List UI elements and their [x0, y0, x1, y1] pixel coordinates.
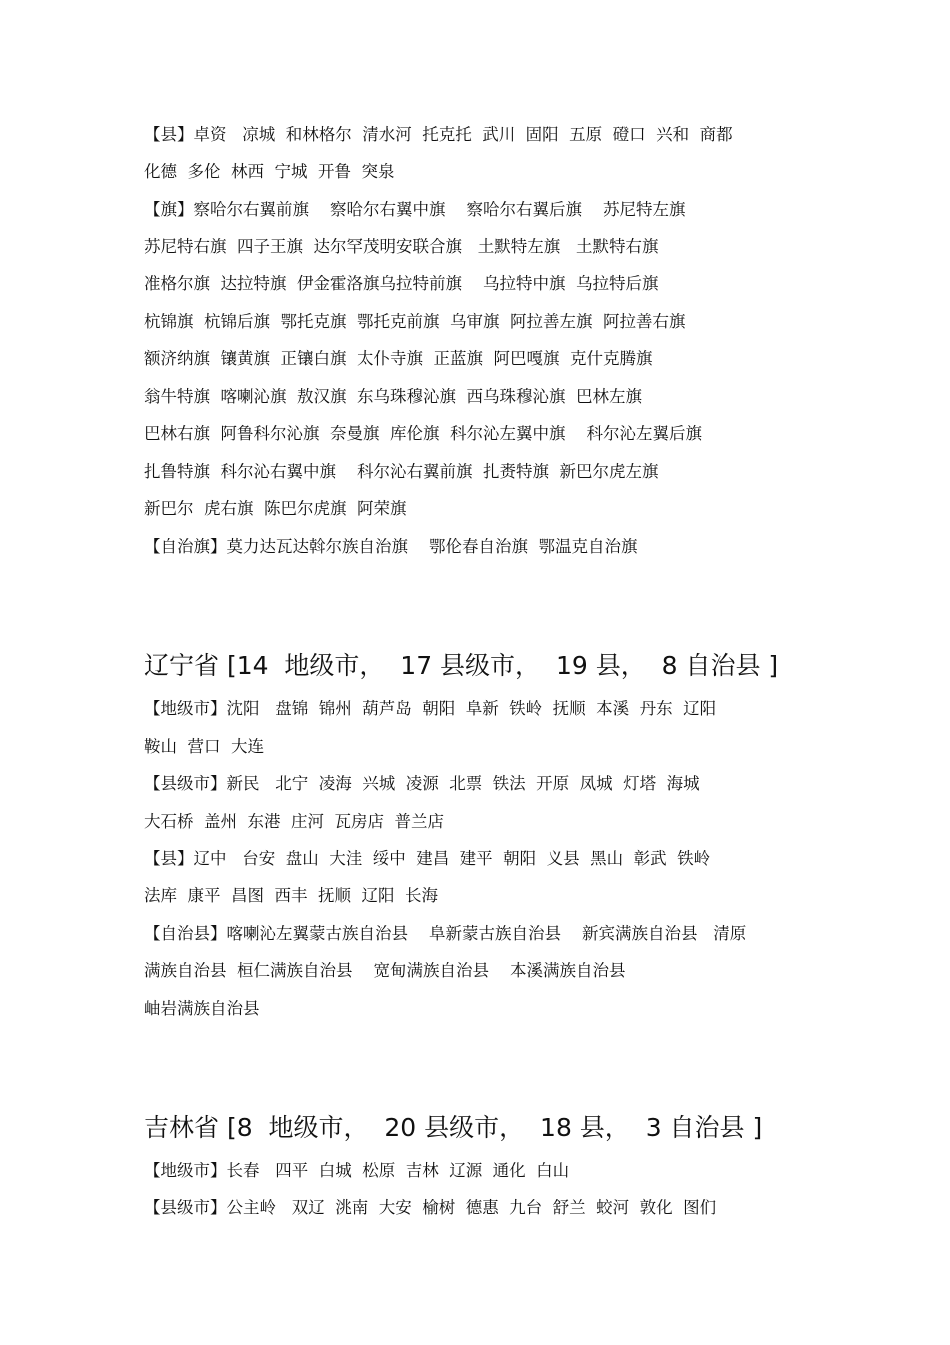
- text-line: 杭锦旗 杭锦后旗 鄂托克旗 鄂托克前旗 乌审旗 阿拉善左旗 阿拉善右旗: [144, 312, 686, 331]
- text-line: 【旗】察哈尔右翼前旗 察哈尔右翼中旗 察哈尔右翼后旗 苏尼特左旗: [144, 200, 686, 219]
- text-line: 【县级市】新民 北宁 凌海 兴城 凌源 北票 铁法 开原 凤城 灯塔 海城: [144, 774, 700, 793]
- section-heading-jilin: 吉林省 [8 地级市， 20 县级市， 18 县， 3 自治县 ]: [144, 1113, 763, 1142]
- text-line: 准格尔旗 达拉特旗 伊金霍洛旗乌拉特前旗 乌拉特中旗 乌拉特后旗: [144, 274, 659, 293]
- text-line: 鞍山 营口 大连: [144, 737, 264, 756]
- text-line: 大石桥 盖州 东港 庄河 瓦房店 普兰店: [144, 812, 444, 831]
- text-line: 法库 康平 昌图 西丰 抚顺 辽阳 长海: [144, 886, 438, 905]
- text-line: 满族自治县 桓仁满族自治县 宽甸满族自治县 本溪满族自治县: [144, 961, 626, 980]
- text-line: 【县级市】公主岭 双辽 洮南 大安 榆树 德惠 九台 舒兰 蛟河 敦化 图们: [144, 1198, 717, 1217]
- text-line: 【县】辽中 台安 盘山 大洼 绥中 建昌 建平 朝阳 义县 黑山 彰武 铁岭: [144, 849, 711, 868]
- text-line: 翁牛特旗 喀喇沁旗 敖汉旗 东乌珠穆沁旗 西乌珠穆沁旗 巴林左旗: [144, 387, 642, 406]
- text-line: 额济纳旗 镶黄旗 正镶白旗 太仆寺旗 正蓝旗 阿巴嘎旗 克什克腾旗: [144, 349, 653, 368]
- text-line: 【县】卓资 凉城 和林格尔 清水河 托克托 武川 固阳 五原 磴口 兴和 商都: [144, 125, 733, 144]
- text-line: 【地级市】长春 四平 白城 松原 吉林 辽源 通化 白山: [144, 1161, 570, 1180]
- text-line: 【自治旗】莫力达瓦达斡尔族自治旗 鄂伦春自治旗 鄂温克自治旗: [144, 537, 638, 556]
- section-heading-liaoning: 辽宁省 [14 地级市， 17 县级市， 19 县， 8 自治县 ]: [144, 651, 779, 680]
- text-line: 扎鲁特旗 科尔沁右翼中旗 科尔沁右翼前旗 扎赉特旗 新巴尔虎左旗: [144, 462, 659, 481]
- text-line: 【自治县】喀喇沁左翼蒙古族自治县 阜新蒙古族自治县 新宾满族自治县 清原: [144, 924, 747, 943]
- text-line: 岫岩满族自治县: [144, 999, 260, 1018]
- text-line: 苏尼特右旗 四子王旗 达尔罕茂明安联合旗 土默特左旗 土默特右旗: [144, 237, 659, 256]
- text-line: 【地级市】沈阳 盘锦 锦州 葫芦岛 朝阳 阜新 铁岭 抚顺 本溪 丹东 辽阳: [144, 699, 717, 718]
- text-line: 巴林右旗 阿鲁科尔沁旗 奈曼旗 库伦旗 科尔沁左翼中旗 科尔沁左翼后旗: [144, 424, 702, 443]
- text-line: 新巴尔 虎右旗 陈巴尔虎旗 阿荣旗: [144, 499, 407, 518]
- text-line: 化德 多伦 林西 宁城 开鲁 突泉: [144, 162, 395, 181]
